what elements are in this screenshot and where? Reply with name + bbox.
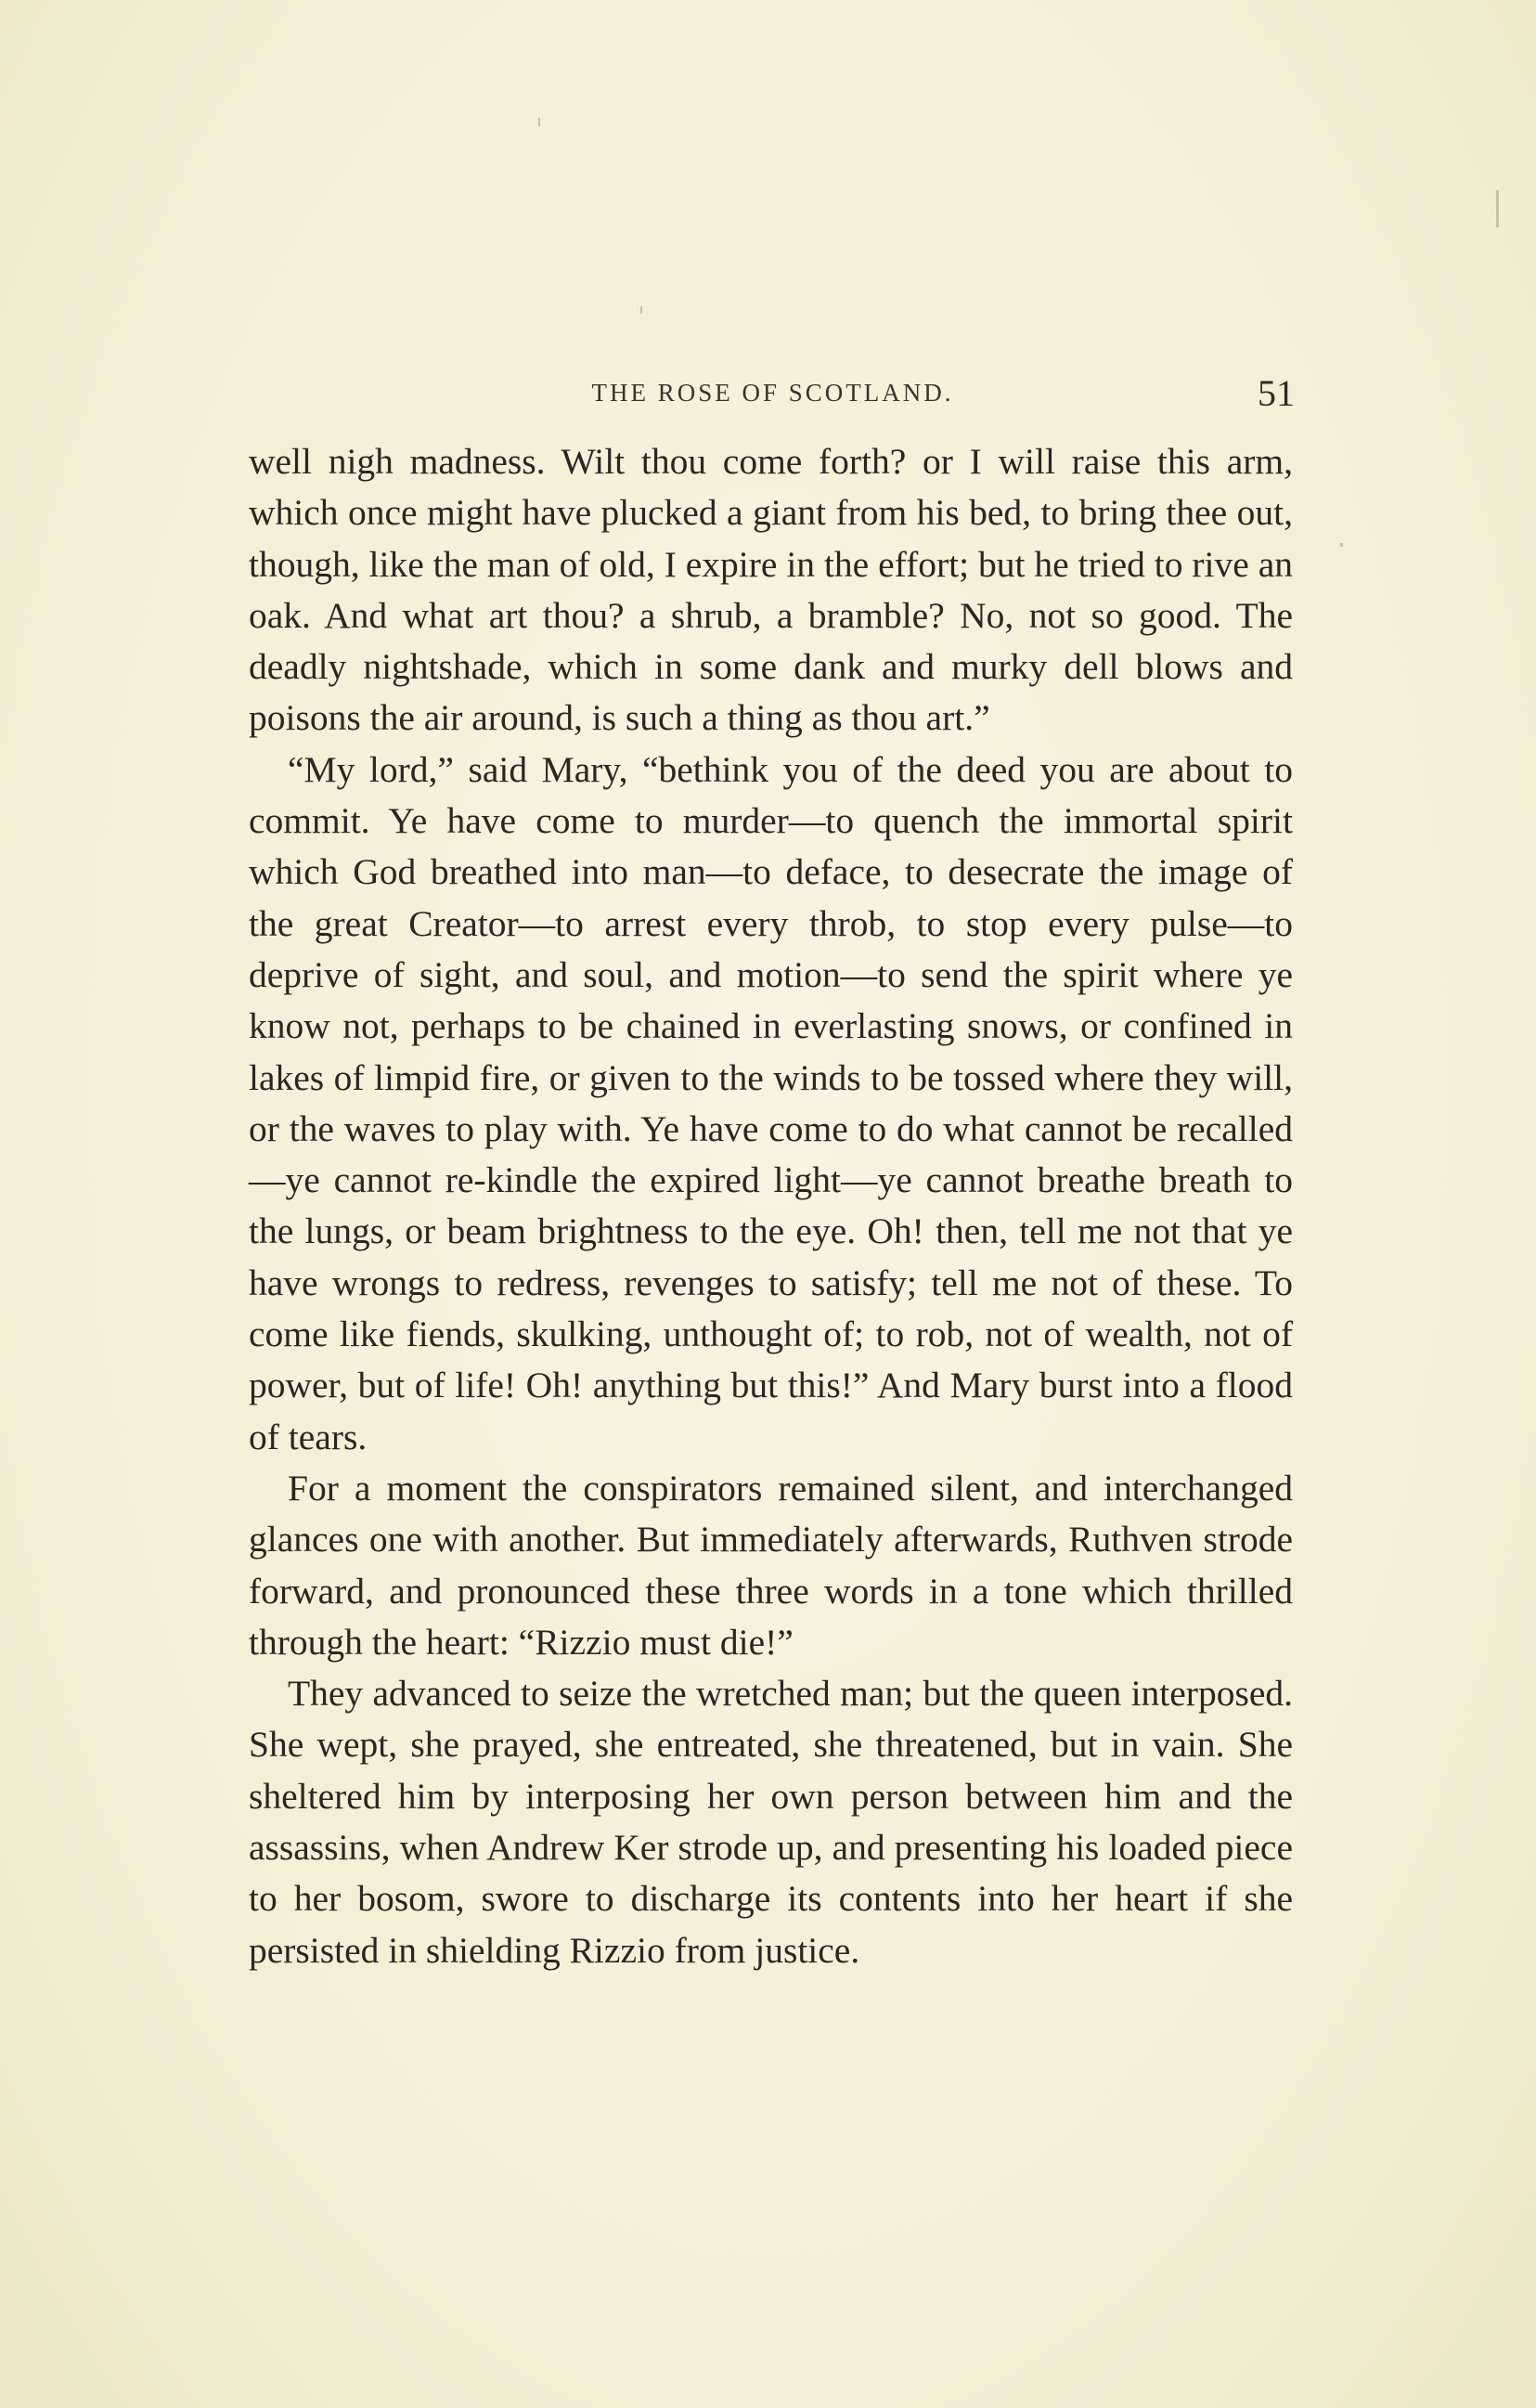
paper-speck	[538, 118, 540, 126]
paragraph: They advanced to seize the wretched man; but the queen interposed. She wept, she prayed, she entreated, she threatened, but in vain. She sheltered him by interposing her own person between him and the assassins, when Andrew Ker strode up, and presenting his loaded piece to her bosom, swore to discharge its contents into her heart if she persisted in shielding Rizzio from justice.	[249, 1673, 1293, 1971]
page-number: 51	[1258, 372, 1295, 414]
body-text	[249, 436, 1293, 1976]
running-head	[251, 371, 1295, 418]
paragraph: well nigh madness. Wilt thou come forth? or I will raise this arm, which once might have plucked a giant from his bed, to bring thee out, though, like the man of old, I expire in the effort; but he tried to rive an oak. And what art thou? a shrub, a bramble? No, not so good. The deadly nightshade, which in some dank and murky dell blows and poisons the air around, is such a thing as thou art.”	[249, 441, 1293, 739]
paragraph: “My lord,” said Mary, “bethink you of the deed you are about to commit. Ye have come to murder—to quench the immortal spirit which God breathed into man—to deface, to desecrate the image of the great Creator—to arrest every throb, to stop every pulse—to deprive of sight, and soul, and motion—to send the spirit where ye know not, perhaps to be chained in everlasting snows, or confined in lakes of limpid fire, or given to the winds to be tossed where they will, or the waves to play with. Ye have come to do what cannot be recalled—ye cannot re-kindle the expired light—ye cannot breathe breath to the lungs, or beam brightness to the eye. Oh! then, tell me not that ye have wrongs to redress, revenges to satisfy; tell me not of these. To come like fiends, skulking, unthought of; to rob, not of wealth, not of power, but of life! Oh! anything but this!” And Mary burst into a flood of tears.	[249, 748, 1293, 1457]
paragraph: For a moment the conspirators remained silent, and interchanged glances one with another. But immediately afterwards, Ruthven strode forward, and pronounced these three words in a tone which thrilled through the heart: “Rizzio must die!”	[249, 1467, 1293, 1663]
paper-speck	[1340, 543, 1343, 547]
running-title: THE ROSE OF SCOTLAND.	[591, 379, 954, 407]
paper-speck	[640, 306, 642, 314]
paper-speck	[1496, 190, 1499, 227]
